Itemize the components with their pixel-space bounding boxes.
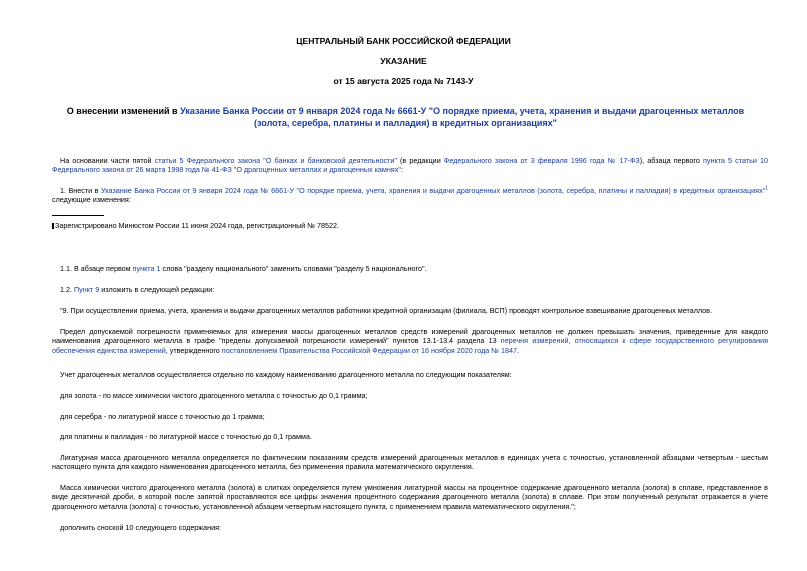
footnote-text [52,221,768,230]
item11-text-1: 1.1. В абзаце первом [60,264,133,273]
chemical-mass-paragraph: Масса химически чистого драгоценного металла (золота) в слитках определяется путем умножения лигатурной массы на процентное содержание драгоценного металла (золота) в сплаве, представленное в виде десятичной дроби, в которой после запятой проставляются все цифры значения процентного содержания драгоценного металла (золота) в сплаве. При этом полученный результат отражается в учете драгоценного металла (золота) с точностью, установленной абзацем четвертым настоящего пункта, с применением правила математического округления."; [52,483,768,511]
item-1-2-paragraph [52,285,768,294]
ligature-paragraph: Лигатурная масса драгоценного металла определяется по фактическим показаниям средств измерений драгоценных металлов в единицах учета с точностью, установленной абзацами четвертым - шестым настоящего пункта для каждого наименования драгоценного металла, без применения правила математического округления. [52,453,768,472]
basis-text-4: : [400,165,403,175]
item1-text-2: следующие изменения: [52,195,131,205]
item-1-paragraph [52,186,768,205]
issuer-heading: ЦЕНТРАЛЬНЫЙ БАНК РОССИЙСКОЙ ФЕДЕРАЦИИ [296,36,511,46]
title-link[interactable]: Указание Банка России от 9 января 2024 года № 6661-У "О порядке приема, учета, хранения и выдачи драгоценных металлов (золота, серебра, платины и палладия) в кредитных организациях" [180,106,745,128]
basis-link-law-1996[interactable]: Федерального закона от 3 февраля 1996 года № 17-ФЗ [443,156,640,165]
item1-text-1: 1. Внести в [60,186,101,195]
title-text: О внесении изменений в [66,106,181,116]
item11-link-punkt-1[interactable]: пункта 1 [132,264,161,273]
limit-text-2: , утвержденного [165,345,222,355]
item12-link-punkt-9[interactable]: Пункт 9 [74,285,100,294]
basis-text-3: ), абзаца первого [639,156,704,165]
footnote-content: Зарегистрировано Минюстом России 11 июня 2024 года, регистрационный № 78522. [55,221,339,230]
footnote-divider [52,215,104,216]
add-footnote-paragraph: дополнить сноской 10 следующего содержания: [60,523,221,532]
date-number-heading: от 15 августа 2025 года № 7143-У [333,76,474,86]
limit-text-1: Предел допускаемой погрешности применяемых для измерения массы драгоценных металлов средств измерений драгоценных металлов не должен превышать значения, приведенные для каждого наименования драгоценного металла в графе "пределы допускаемой погрешности измерений" пунктов 13.1-13.4 раздела 13 [52,327,768,346]
platinum-paragraph: для платины и палладия - по лигатурной массе с точностью до 0,1 грамма. [60,432,312,441]
item1-link-ukazanie[interactable]: Указание Банка России от 9 января 2024 года № 6661-У "О порядке приема, учета, хранения и выдачи драгоценных металлов (золота, серебра, платины и палладия) в кредитных организациях" [100,186,766,195]
accounting-intro-paragraph: Учет драгоценных металлов осуществляется отдельно по каждому наименованию драгоценного металла по следующим показателям: [60,370,512,379]
basis-paragraph [52,156,768,175]
item12-text-2: изложить в следующей редакции: [99,285,215,294]
basis-link-law-banks[interactable]: статьи 5 Федерального закона "О банках и банковской деятельности" [154,156,397,165]
item12-text-1: 1.2. [60,285,74,294]
item11-text-2: слова "разделу национального" заменить словами "разделу 5 национального". [160,264,427,273]
limit-link-postanovlenie[interactable]: постановлением Правительства Российской Федерации от 16 ноября 2020 года № 1847 [221,345,517,355]
basis-text-1: На основании части пятой [60,156,155,165]
basis-text-2: (в редакции [396,156,444,165]
limit-link-perechen[interactable]: перечня измерений, относящихся к сфере государственного регулирования обеспечения единства измерений [52,336,769,355]
limit-paragraph [52,327,768,355]
gold-paragraph: для золота - по массе химически чистого драгоценного металла с точностью до 0,1 грамма; [60,391,368,400]
footnote-marker-icon [52,223,54,229]
silver-paragraph: для серебра - по лигатурной массе с точностью до 1 грамма; [60,412,265,421]
document-title [52,105,759,129]
doc-type-heading: УКАЗАНИЕ [380,56,427,66]
paragraph-9: "9. При осуществлении приема, учета, хранения и выдачи драгоценных металлов работники кредитной организации (филиала, ВСП) проводят контрольное взвешивание драгоценных металлов. [60,306,712,315]
basis-link-law-1998[interactable]: пункта 5 статьи 10 Федерального закона от 26 марта 1998 года № 41-ФЗ "О драгоценных металлах и драгоценных камнях" [52,156,769,175]
footnote-reference[interactable]: 1 [765,185,768,192]
item-1-1-paragraph [52,264,768,273]
limit-text-3: . [516,345,519,355]
